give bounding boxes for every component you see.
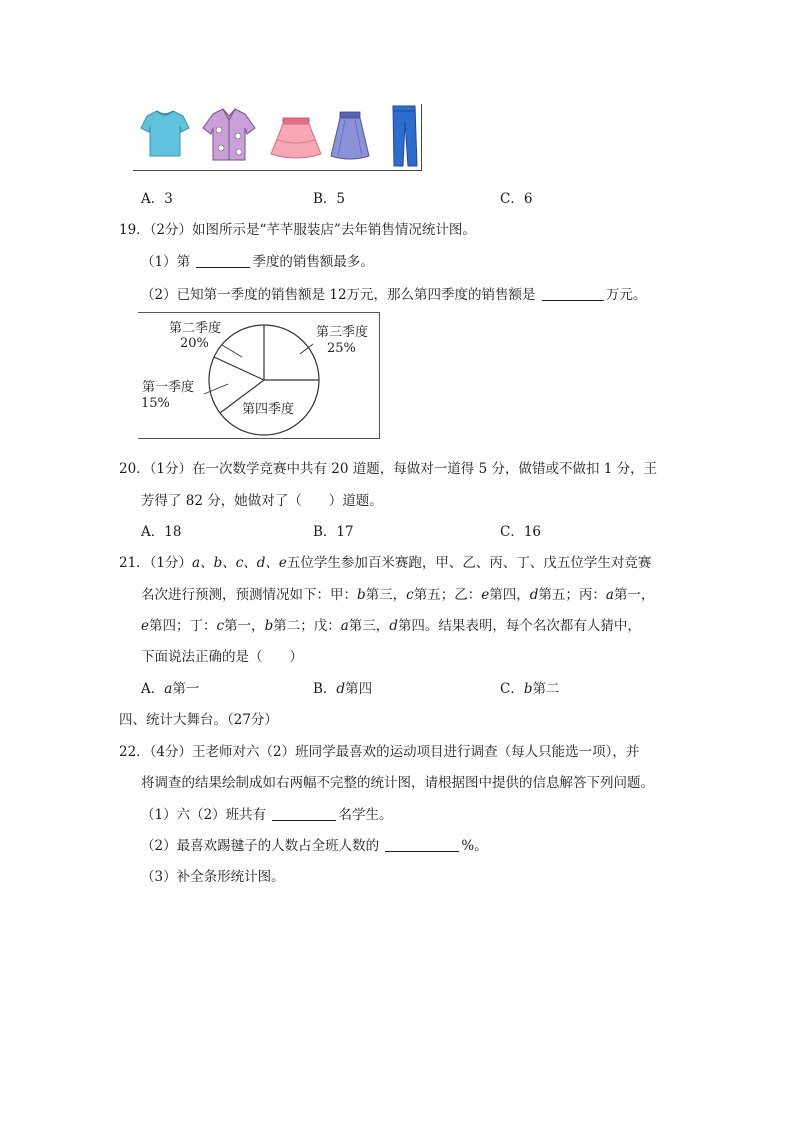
tshirt-icon [141,111,189,156]
q20-option-a[interactable]: A．18 [141,524,182,540]
q19-stem: 19．（2分）如图所示是“芊芊服装店”去年销售情况统计图。 [119,222,476,238]
q20-option-b[interactable]: B．17 [313,524,354,540]
q20-option-c[interactable]: C．16 [500,524,542,540]
pie-label-q3-name: 第三季度 [316,325,369,340]
pie-label-q3-pct: 25% [327,341,356,356]
q19-part2: （2）已知第一季度的销售额是 12万元，那么第四季度的销售额是 万元。 [141,287,647,303]
q21-option-a[interactable]: A．a第一 [141,681,200,697]
q21-line1: 21．（1分）a、b、c、d、e五位学生参加百米赛跑，甲、乙、丙、丁、戊五位学生对竞赛 [119,555,652,571]
purple-skirt-icon [331,112,369,159]
q22-part3: （3）补全条形统计图。 [141,869,285,885]
q20-line1: 20．（1分）在一次数学竞赛中共有 20 道题，每做对一道得 5 分，做错或不做扣 1 分，王 [119,461,658,477]
q21-option-c[interactable]: C．b第二 [500,681,560,697]
pie-label-q2-name: 第二季度 [169,321,222,336]
q22-part1-blank[interactable] [272,806,336,821]
q22-part2: （2）最喜欢踢毽子的人数占全班人数的 %。 [141,838,488,854]
q19-part2-blank[interactable] [542,286,604,301]
q22-line2: 将调查的结果绘制成如右两幅不完整的统计图，请根据图中提供的信息解答下列问题。 [141,775,654,791]
floral-shirt-icon [203,109,255,160]
q22-part2-blank[interactable] [385,837,459,852]
q21-line3: e第四；丁：c第一，b第二；戊：a第三，d第四。结果表明，每个名次都有人猜中， [141,618,641,634]
clothes-figure [133,104,423,172]
q18-option-a[interactable]: A．3 [141,191,173,207]
q21-line2: 名次进行预测，预测情况如下：甲：b第三，c第五；乙：e第四，d第五；丙：a第一， [141,587,655,603]
pie-label-q4-name: 第四季度 [242,402,295,417]
q18-option-c[interactable]: C．6 [500,191,533,207]
pie-label-q1-name: 第一季度 [142,380,195,395]
q19-pie-figure [138,312,381,440]
pink-skirt-icon [271,118,321,158]
q22-part1: （1）六（2）班共有 名学生。 [141,807,393,823]
jeans-icon [393,106,417,166]
q18-option-b[interactable]: B．5 [313,191,346,207]
q20-line2: 芳得了 82 分，她做对了（ ）道题。 [141,493,383,509]
q21-option-b[interactable]: B．d第四 [313,681,373,697]
q22-line1: 22．（4分）王老师对六（2）班同学最喜欢的运动项目进行调查（每人只能选一项），并 [119,744,640,760]
q19-part1: （1）第 季度的销售额最多。 [141,254,374,270]
q21-line4: 下面说法正确的是（ ） [141,649,303,665]
pie-label-q2-pct: 20% [180,336,209,351]
section-heading: 四、统计大舞台。（27分） [119,712,278,728]
pie-label-q1-pct: 15% [141,396,170,411]
q19-part1-blank[interactable] [196,253,250,268]
